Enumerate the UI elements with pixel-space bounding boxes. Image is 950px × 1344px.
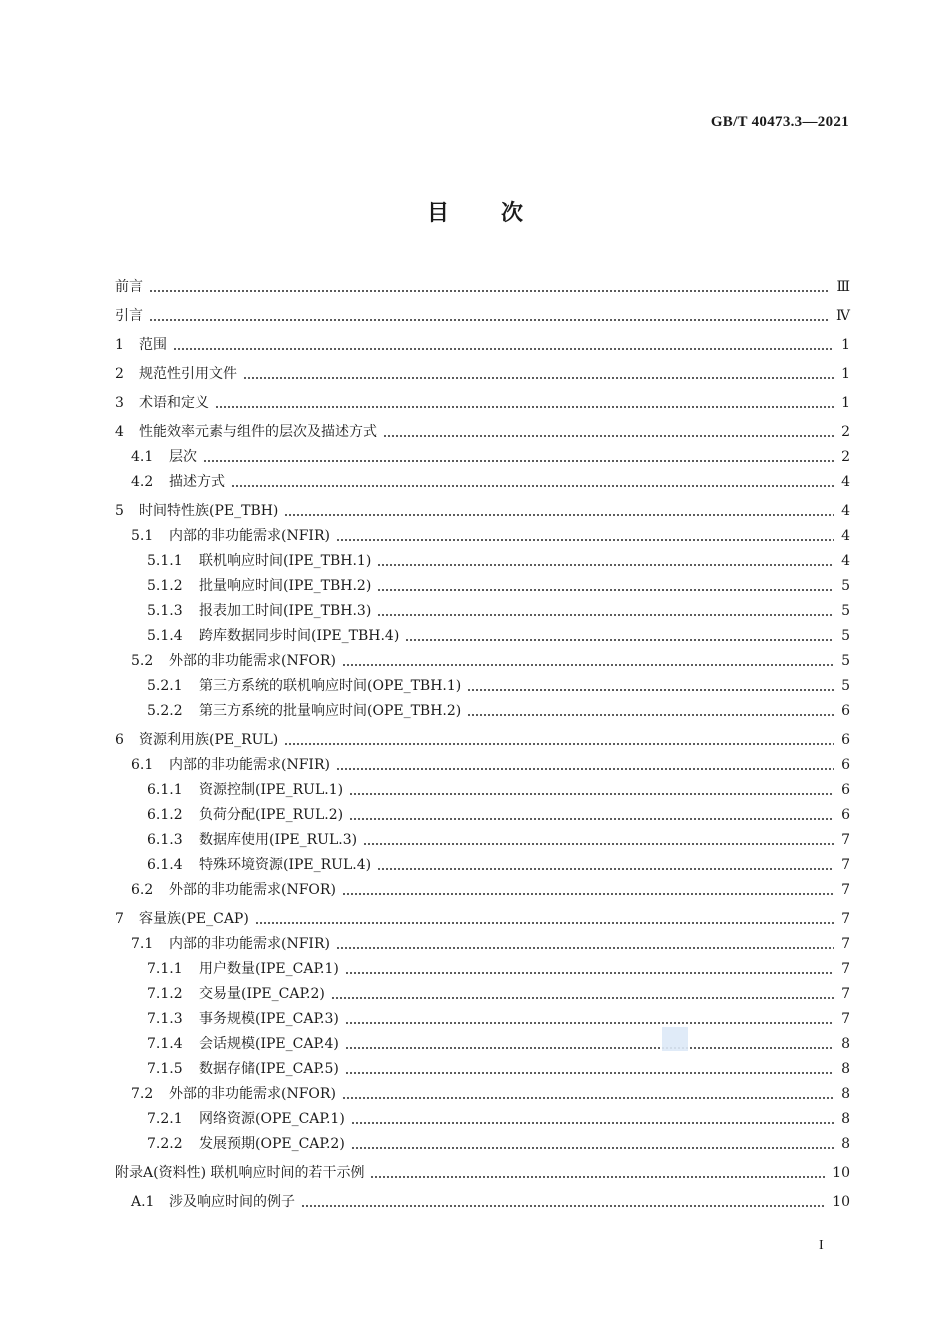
- toc-entry-number: 2: [115, 366, 124, 382]
- toc-entry-page: Ⅳ: [836, 308, 850, 324]
- dot-leader: [349, 793, 834, 795]
- toc-entry-page: 7: [841, 986, 850, 1002]
- toc-entry-number: 7.2.2: [147, 1136, 183, 1152]
- toc-entry[interactable]: [115, 299, 850, 324]
- toc-entry-number: 6: [115, 732, 124, 748]
- dot-leader: [345, 1047, 834, 1049]
- toc-entry-page: 4: [841, 503, 850, 519]
- toc-entry-number: 5.2: [131, 653, 154, 669]
- toc-entry-label: 资源控制(IPE_RUL.1): [199, 782, 344, 798]
- toc-entry[interactable]: [115, 902, 850, 927]
- toc-entry-label: 内部的非功能需求(NFIR): [169, 936, 330, 952]
- toc-entry-label: 性能效率元素与组件的层次及描述方式: [139, 424, 377, 440]
- dot-leader: [351, 1122, 834, 1124]
- dot-leader: [377, 564, 834, 566]
- toc-entry[interactable]: [115, 1156, 850, 1181]
- toc-entry-label: 特殊环境资源(IPE_RUL.4): [199, 857, 372, 873]
- toc-entry-page: 8: [841, 1036, 850, 1052]
- toc-entry-page: 4: [841, 553, 850, 569]
- toc-entry-number: 5.1: [131, 528, 154, 544]
- toc-entry[interactable]: [115, 669, 850, 694]
- dot-leader: [331, 997, 834, 999]
- toc-entry-number: 5.2.1: [147, 678, 183, 694]
- page-number: I: [819, 1238, 824, 1253]
- toc-entry-number: 5.2.2: [147, 703, 183, 719]
- toc-entry-page: 7: [841, 882, 850, 898]
- toc-entry-label: 报表加工时间(IPE_TBH.3): [199, 603, 372, 619]
- toc-entry-label: 负荷分配(IPE_RUL.2): [199, 807, 344, 823]
- dot-leader: [336, 947, 834, 949]
- toc-entry-page: 7: [841, 936, 850, 952]
- toc-entry-page: 6: [841, 807, 850, 823]
- toc-entry-number: 6.1.3: [147, 832, 183, 848]
- toc-entry[interactable]: [115, 519, 850, 544]
- toc-entry[interactable]: [115, 977, 850, 1002]
- toc-entry[interactable]: [115, 440, 850, 465]
- toc-entry-number: 7.1: [131, 936, 154, 952]
- toc-entry-label: 容量族(PE_CAP): [139, 911, 249, 927]
- toc-entry-page: 6: [841, 757, 850, 773]
- toc-entry-page: 2: [841, 449, 850, 465]
- toc-entry[interactable]: [115, 465, 850, 490]
- dot-leader: [363, 843, 834, 845]
- dot-leader: [405, 639, 834, 641]
- toc-entry-number: 7: [115, 911, 124, 927]
- dot-leader: [345, 1022, 834, 1024]
- selection-highlight: [662, 1027, 688, 1051]
- toc-entry[interactable]: [115, 569, 850, 594]
- dot-leader: [336, 539, 834, 541]
- toc-entry[interactable]: [115, 823, 850, 848]
- toc-entry-page: 6: [841, 703, 850, 719]
- toc-entry-label: 资源利用族(PE_RUL): [139, 732, 279, 748]
- toc-entry-label: 数据库使用(IPE_RUL.3): [199, 832, 358, 848]
- toc-entry-number: 7.1.2: [147, 986, 183, 1002]
- toc-entry-label: 内部的非功能需求(NFIR): [169, 528, 330, 544]
- toc-entry-number: 7.1.3: [147, 1011, 183, 1027]
- dot-leader: [467, 714, 834, 716]
- toc-entry-page: 5: [841, 628, 850, 644]
- toc-entry-number: 7.2: [131, 1086, 154, 1102]
- dot-leader: [336, 768, 834, 770]
- toc-entry-number: 6.2: [131, 882, 154, 898]
- toc-entry[interactable]: [115, 1077, 850, 1102]
- toc-entry-label: 附录A(资料性) 联机响应时间的若干示例: [115, 1165, 365, 1181]
- toc-entry[interactable]: [115, 415, 850, 440]
- toc-entry-page: 8: [841, 1086, 850, 1102]
- dot-leader: [284, 743, 834, 745]
- toc-entry[interactable]: [115, 386, 850, 411]
- dot-leader: [301, 1205, 826, 1207]
- dot-leader: [467, 689, 834, 691]
- toc-entry[interactable]: [115, 1102, 850, 1127]
- toc-entry-label: 引言: [115, 308, 143, 324]
- dot-leader: [173, 348, 834, 350]
- toc-entry[interactable]: [115, 694, 850, 719]
- toc-entry-number: 4.1: [131, 449, 154, 465]
- toc-entry-page: 8: [841, 1136, 850, 1152]
- toc-entry-label: 第三方系统的联机响应时间(OPE_TBH.1): [199, 678, 462, 694]
- toc-entry[interactable]: [115, 848, 850, 873]
- dot-leader: [345, 1072, 834, 1074]
- toc-entry-label: 内部的非功能需求(NFIR): [169, 757, 330, 773]
- toc-entry-page: 1: [841, 395, 850, 411]
- toc-entry-number: 6.1.2: [147, 807, 183, 823]
- toc-entry[interactable]: [115, 1052, 850, 1077]
- toc-entry-page: 5: [841, 603, 850, 619]
- page-title: 目次: [426, 200, 575, 226]
- toc-entry-page: 7: [841, 832, 850, 848]
- toc-entry[interactable]: [115, 773, 850, 798]
- dot-leader: [377, 614, 834, 616]
- dot-leader: [345, 972, 834, 974]
- toc-entry-number: 5.1.1: [147, 553, 183, 569]
- toc-entry-number: 5.1.3: [147, 603, 183, 619]
- dot-leader: [215, 406, 834, 408]
- toc-entry[interactable]: [115, 1002, 850, 1027]
- toc-entry[interactable]: [115, 723, 850, 748]
- toc-entry[interactable]: [115, 1027, 850, 1052]
- dot-leader: [149, 319, 830, 321]
- toc-entry-page: 7: [841, 1011, 850, 1027]
- toc-entry[interactable]: [115, 1127, 850, 1152]
- toc-entry-label: 联机响应时间(IPE_TBH.1): [199, 553, 372, 569]
- toc-entry-number: 4.2: [131, 474, 154, 490]
- toc-entry-label: 时间特性族(PE_TBH): [139, 503, 279, 519]
- dot-leader: [370, 1176, 826, 1178]
- toc-entry-page: 10: [832, 1165, 850, 1181]
- toc-entry-page: 6: [841, 732, 850, 748]
- toc-entry-number: 7.1.1: [147, 961, 183, 977]
- toc-entry[interactable]: [115, 748, 850, 773]
- toc-entry-page: 1: [841, 366, 850, 382]
- toc-entry-page: 6: [841, 782, 850, 798]
- toc-entry-number: 7.1.4: [147, 1036, 183, 1052]
- toc-entry-number: 7.1.5: [147, 1061, 183, 1077]
- toc-entry-number: A.1: [131, 1194, 155, 1210]
- toc-entry-page: 2: [841, 424, 850, 440]
- toc-entry[interactable]: [115, 952, 850, 977]
- toc-entry[interactable]: [115, 328, 850, 353]
- dot-leader: [383, 435, 834, 437]
- toc-entry-label: 层次: [169, 449, 197, 465]
- toc-entry-number: 6.1.4: [147, 857, 183, 873]
- toc-entry-page: 5: [841, 653, 850, 669]
- toc-entry[interactable]: [115, 544, 850, 569]
- toc-entry-page: 7: [841, 911, 850, 927]
- dot-leader: [342, 893, 834, 895]
- toc-entry-page: 8: [841, 1061, 850, 1077]
- toc-entry-page: 1: [841, 337, 850, 353]
- toc-entry-label: 事务规模(IPE_CAP.3): [199, 1011, 339, 1027]
- toc-entry-label: 描述方式: [169, 474, 225, 490]
- toc-entry-label: 规范性引用文件: [139, 366, 237, 382]
- toc-entry-page: 7: [841, 857, 850, 873]
- toc-entry-number: 1: [115, 337, 124, 353]
- toc-entry-page: 7: [841, 961, 850, 977]
- toc-entry[interactable]: [115, 798, 850, 823]
- toc-entry[interactable]: [115, 927, 850, 952]
- toc-entry[interactable]: [115, 644, 850, 669]
- dot-leader: [342, 1097, 834, 1099]
- toc-entry-label: 第三方系统的批量响应时间(OPE_TBH.2): [199, 703, 462, 719]
- toc-entry-number: 4: [115, 424, 124, 440]
- toc-entry-number: 6.1.1: [147, 782, 183, 798]
- dot-leader: [377, 589, 834, 591]
- toc-entry-label: 批量响应时间(IPE_TBH.2): [199, 578, 372, 594]
- toc-entry-label: 外部的非功能需求(NFOR): [169, 1086, 336, 1102]
- dot-leader: [149, 290, 830, 292]
- toc-entry[interactable]: [115, 619, 850, 644]
- toc-entry-number: 5: [115, 503, 124, 519]
- toc-entry-number: 5.1.4: [147, 628, 183, 644]
- toc-entry-label: 网络资源(OPE_CAP.1): [199, 1111, 345, 1127]
- table-of-contents: [115, 270, 850, 1210]
- toc-entry-label: 交易量(IPE_CAP.2): [199, 986, 325, 1002]
- dot-leader: [255, 922, 834, 924]
- toc-entry-label: 外部的非功能需求(NFOR): [169, 882, 336, 898]
- toc-entry[interactable]: [115, 873, 850, 898]
- toc-entry-page: 8: [841, 1111, 850, 1127]
- dot-leader: [377, 868, 834, 870]
- toc-entry-label: 用户数量(IPE_CAP.1): [199, 961, 339, 977]
- toc-entry-page: 10: [832, 1194, 850, 1210]
- toc-entry-page: 5: [841, 578, 850, 594]
- toc-entry-label: 发展预期(OPE_CAP.2): [199, 1136, 345, 1152]
- toc-entry-label: 会话规模(IPE_CAP.4): [199, 1036, 339, 1052]
- toc-entry[interactable]: [115, 1185, 850, 1210]
- toc-entry-page: 4: [841, 474, 850, 490]
- dot-leader: [349, 818, 834, 820]
- toc-entry[interactable]: [115, 594, 850, 619]
- toc-entry[interactable]: [115, 357, 850, 382]
- toc-entry-label: 范围: [139, 337, 167, 353]
- toc-entry-number: 7.2.1: [147, 1111, 183, 1127]
- toc-entry-number: 6.1: [131, 757, 154, 773]
- dot-leader: [284, 514, 834, 516]
- toc-entry-page: 4: [841, 528, 850, 544]
- toc-entry-label: 涉及响应时间的例子: [169, 1194, 295, 1210]
- toc-entry-label: 术语和定义: [139, 395, 209, 411]
- toc-entry-page: Ⅲ: [836, 279, 850, 295]
- toc-entry-label: 前言: [115, 279, 143, 295]
- dot-leader: [243, 377, 834, 379]
- toc-entry[interactable]: [115, 270, 850, 295]
- toc-entry-number: 5.1.2: [147, 578, 183, 594]
- standard-code: GB/T 40473.3—2021: [710, 114, 849, 130]
- dot-leader: [231, 485, 834, 487]
- dot-leader: [351, 1147, 834, 1149]
- toc-entry-label: 跨库数据同步时间(IPE_TBH.4): [199, 628, 400, 644]
- dot-leader: [342, 664, 834, 666]
- toc-entry[interactable]: [115, 494, 850, 519]
- toc-entry-label: 外部的非功能需求(NFOR): [169, 653, 336, 669]
- dot-leader: [203, 460, 834, 462]
- toc-entry-number: 3: [115, 395, 124, 411]
- toc-entry-page: 5: [841, 678, 850, 694]
- toc-entry-label: 数据存储(IPE_CAP.5): [199, 1061, 339, 1077]
